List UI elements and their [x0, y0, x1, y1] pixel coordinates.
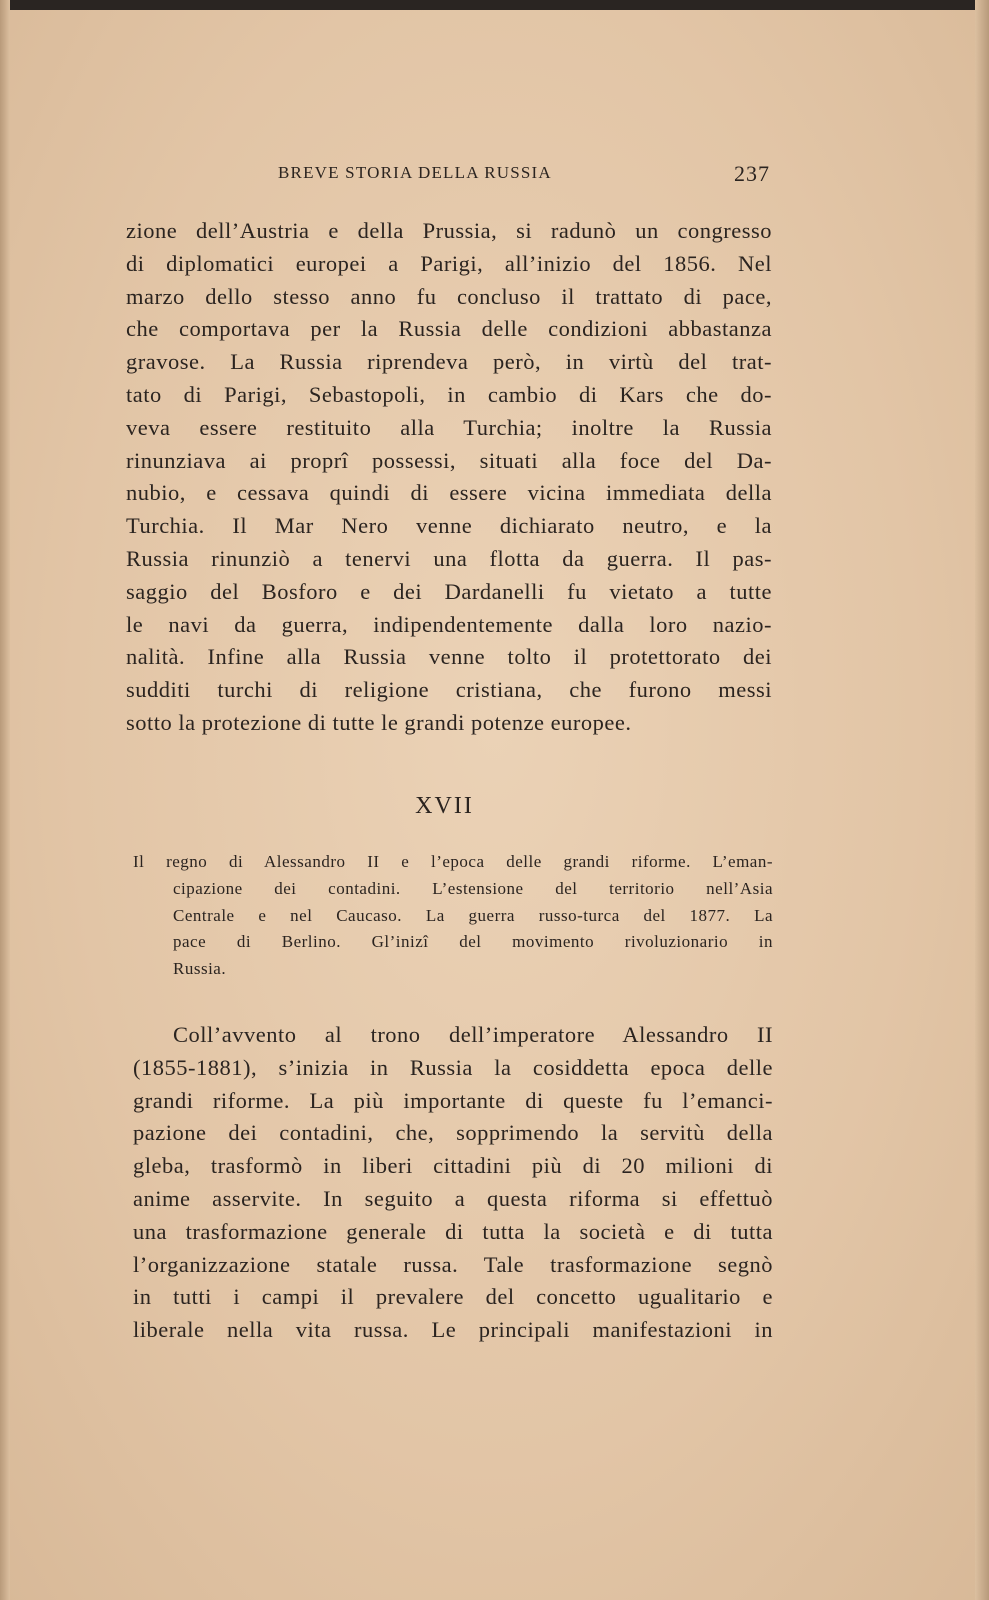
text-line: rinunziava ai proprî possessi, situati alla foce del Da-: [126, 447, 772, 473]
text-line: sudditi turchi di religione cristiana, che furono messi: [126, 677, 772, 703]
text-line: marzo dello stesso anno fu concluso il trattato di pace,: [126, 283, 772, 309]
text-line: anime asservite. In seguito a questa riforma si effettuò: [133, 1185, 773, 1211]
running-header: [130, 163, 770, 189]
text-line: sotto la protezione di tutte le grandi potenze europee.: [126, 709, 632, 735]
paragraph-continued: [126, 215, 772, 740]
text-line: che comportava per la Russia delle condizioni abbastanza: [126, 316, 772, 342]
chapter-number: XVII: [415, 793, 474, 819]
chapter-summary: [133, 849, 773, 983]
text-line: gravose. La Russia riprendeva però, in virtù del trat-: [126, 349, 772, 375]
running-title: BREVE STORIA DELLA RUSSIA: [278, 163, 552, 182]
summary-line: Il regno di Alessandro II e l’epoca delle grandi riforme. L’eman-: [133, 852, 773, 871]
text-line: veva essere restituito alla Turchia; inoltre la Russia: [126, 414, 772, 440]
text-line: nubio, e cessava quindi di essere vicina immediata della: [126, 480, 772, 506]
summary-line: pace di Berlino. Gl’inizî del movimento rivoluzionario in: [173, 932, 773, 952]
chapter-opening-paragraph: [133, 1019, 773, 1347]
text-line: Russia rinunziò a tenervi una flotta da guerra. Il pas-: [126, 545, 772, 571]
text-line: le navi da guerra, indipendentemente dalla loro nazio-: [126, 611, 772, 637]
page-number: 237: [734, 161, 770, 186]
text-line: (1855-1881), s’inizia in Russia la cosiddetta epoca delle: [133, 1054, 773, 1080]
summary-line: cipazione dei contadini. L’estensione del territorio nell’Asia: [173, 878, 773, 898]
page-top-shadow: [0, 0, 989, 10]
text-line: Coll’avvento al trono dell’imperatore Alessandro II: [173, 1022, 773, 1047]
text-line: saggio del Bosforo e dei Dardanelli fu vietato a tutte: [126, 578, 772, 604]
text-line: di diplomatici europei a Parigi, all’inizio del 1856. Nel: [126, 250, 772, 276]
text-line: l’organizzazione statale russa. Tale trasformazione segnò: [133, 1251, 773, 1277]
text-line: nalità. Infine alla Russia venne tolto il protettorato dei: [126, 644, 772, 670]
text-line: Turchia. Il Mar Nero venne dichiarato neutro, e la: [126, 513, 772, 539]
text-line: zione dell’Austria e della Prussia, si radunò un congresso: [126, 218, 772, 243]
page-right-edge: [975, 0, 989, 1600]
text-line: gleba, trasformò in liberi cittadini più di 20 milioni di: [133, 1153, 773, 1179]
summary-line: Russia.: [173, 959, 227, 979]
text-line: in tutti i campi il prevalere del concetto ugualitario e: [133, 1284, 773, 1310]
text-line: una trasformazione generale di tutta la società e di tutta: [133, 1218, 773, 1244]
summary-line: Centrale e nel Caucaso. La guerra russo-turca del 1877. La: [173, 905, 773, 925]
text-line: pazione dei contadini, che, sopprimendo la servitù della: [133, 1120, 773, 1146]
text-line: liberale nella vita russa. Le principali manifestazioni in: [133, 1317, 773, 1343]
text-line: tato di Parigi, Sebastopoli, in cambio di Kars che do-: [126, 381, 772, 407]
text-line: grandi riforme. La più importante di queste fu l’emanci-: [133, 1087, 773, 1113]
